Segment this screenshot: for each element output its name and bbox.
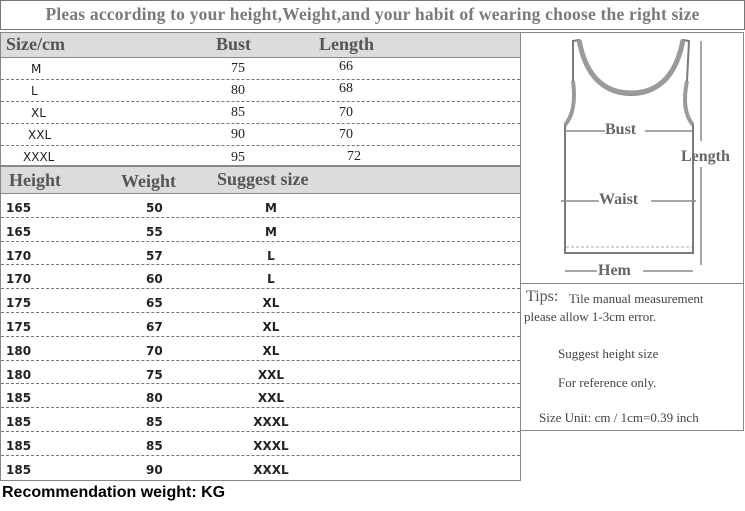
suggest-size-cell: M bbox=[265, 201, 277, 215]
bust-cell: 85 bbox=[231, 105, 245, 120]
bust-cell: 80 bbox=[231, 83, 245, 98]
weight-cell: 50 bbox=[146, 201, 163, 215]
table-row bbox=[1, 58, 520, 80]
size-header-bust: Bust bbox=[216, 34, 252, 54]
rec-header-weight: Weight bbox=[121, 171, 177, 191]
height-cell: 185 bbox=[6, 462, 32, 477]
footer-note: Recommendation weight: KG bbox=[2, 484, 226, 501]
bust-cell: 75 bbox=[231, 61, 245, 76]
suggest-size-cell: XL bbox=[262, 296, 280, 311]
suggest-size-cell: XXXL bbox=[253, 415, 289, 430]
tips-line: Suggest height size bbox=[558, 346, 659, 361]
suggest-size-cell: XXXL bbox=[253, 462, 289, 477]
weight-cell: 90 bbox=[146, 462, 163, 477]
length-cell: 72 bbox=[347, 149, 361, 164]
weight-cell: 75 bbox=[146, 367, 163, 382]
tips-box bbox=[520, 282, 744, 431]
weight-cell: 67 bbox=[146, 320, 163, 334]
suggest-size-cell: XXL bbox=[257, 367, 285, 382]
hem-label: Hem bbox=[598, 262, 631, 279]
table-row bbox=[1, 337, 520, 361]
height-cell: 165 bbox=[6, 201, 32, 215]
tips-line: For reference only. bbox=[558, 375, 657, 390]
weight-cell: 85 bbox=[146, 415, 163, 430]
table-row bbox=[1, 456, 520, 479]
table-row bbox=[1, 242, 520, 266]
height-cell: 185 bbox=[6, 391, 32, 406]
height-cell: 175 bbox=[6, 320, 32, 334]
table-row bbox=[1, 124, 520, 146]
tips-line: Tile manual measurement bbox=[569, 291, 704, 306]
page-title: Pleas according to your height,Weight,and your habit of wearing choose the right size bbox=[45, 4, 700, 24]
table-row bbox=[1, 384, 520, 408]
height-cell: 185 bbox=[6, 439, 32, 453]
length-cell: 70 bbox=[339, 127, 353, 142]
recommendation-table bbox=[0, 166, 521, 481]
title-bar bbox=[0, 0, 745, 30]
height-cell: 170 bbox=[6, 248, 32, 263]
table-row bbox=[1, 432, 520, 456]
size-cell: XL bbox=[31, 106, 46, 120]
tank-top-illustration bbox=[520, 32, 744, 284]
tips-line: Size Unit: cm / 1cm=0.39 inch bbox=[539, 410, 699, 425]
suggest-size-cell: L bbox=[267, 272, 275, 287]
size-cell: XXXL bbox=[23, 150, 55, 164]
table-row bbox=[1, 194, 520, 218]
table-row bbox=[1, 102, 520, 124]
table-row bbox=[1, 313, 520, 337]
weight-cell: 85 bbox=[146, 439, 163, 453]
bust-label: Bust bbox=[605, 121, 637, 138]
size-table-header bbox=[1, 33, 520, 58]
height-cell: 165 bbox=[6, 224, 32, 239]
table-row bbox=[1, 361, 520, 385]
recommendation-table-header bbox=[1, 167, 520, 194]
weight-cell: 70 bbox=[146, 343, 163, 358]
waist-label: Waist bbox=[599, 191, 639, 208]
tips-line: please allow 1-3cm error. bbox=[524, 309, 657, 324]
height-cell: 185 bbox=[6, 415, 32, 430]
table-row bbox=[1, 265, 520, 289]
rec-header-suggest-size: Suggest size bbox=[217, 169, 309, 189]
height-cell: 180 bbox=[6, 367, 32, 382]
suggest-size-cell: XL bbox=[262, 343, 280, 358]
bust-cell: 90 bbox=[231, 127, 245, 142]
weight-cell: 57 bbox=[146, 248, 163, 263]
bust-cell: 95 bbox=[231, 150, 245, 165]
suggest-size-cell: XL bbox=[262, 320, 280, 334]
suggest-size-cell: XXL bbox=[257, 391, 285, 406]
table-row bbox=[1, 218, 520, 242]
size-header-length: Length bbox=[319, 34, 375, 54]
size-cell: L bbox=[31, 84, 38, 98]
table-row bbox=[1, 408, 520, 432]
weight-cell: 80 bbox=[146, 391, 163, 406]
length-cell: 68 bbox=[339, 81, 353, 96]
height-cell: 170 bbox=[6, 272, 32, 287]
size-cell: M bbox=[31, 62, 42, 76]
size-cell: XXL bbox=[28, 128, 52, 142]
suggest-size-cell: M bbox=[265, 224, 277, 239]
size-table bbox=[0, 32, 521, 166]
height-cell: 175 bbox=[6, 296, 32, 311]
table-row bbox=[1, 80, 520, 102]
height-cell: 180 bbox=[6, 343, 32, 358]
table-row bbox=[1, 289, 520, 313]
length-cell: 70 bbox=[339, 105, 353, 120]
size-header-size: Size/cm bbox=[6, 34, 65, 54]
rec-header-height: Height bbox=[9, 170, 61, 190]
suggest-size-cell: XXXL bbox=[253, 439, 289, 453]
length-cell: 66 bbox=[339, 59, 353, 74]
table-row bbox=[1, 146, 520, 164]
weight-cell: 60 bbox=[146, 272, 163, 287]
suggest-size-cell: L bbox=[267, 248, 275, 263]
tips-title: Tips: bbox=[526, 288, 559, 305]
length-label: Length bbox=[681, 148, 730, 165]
weight-cell: 65 bbox=[146, 296, 163, 311]
weight-cell: 55 bbox=[146, 224, 163, 239]
